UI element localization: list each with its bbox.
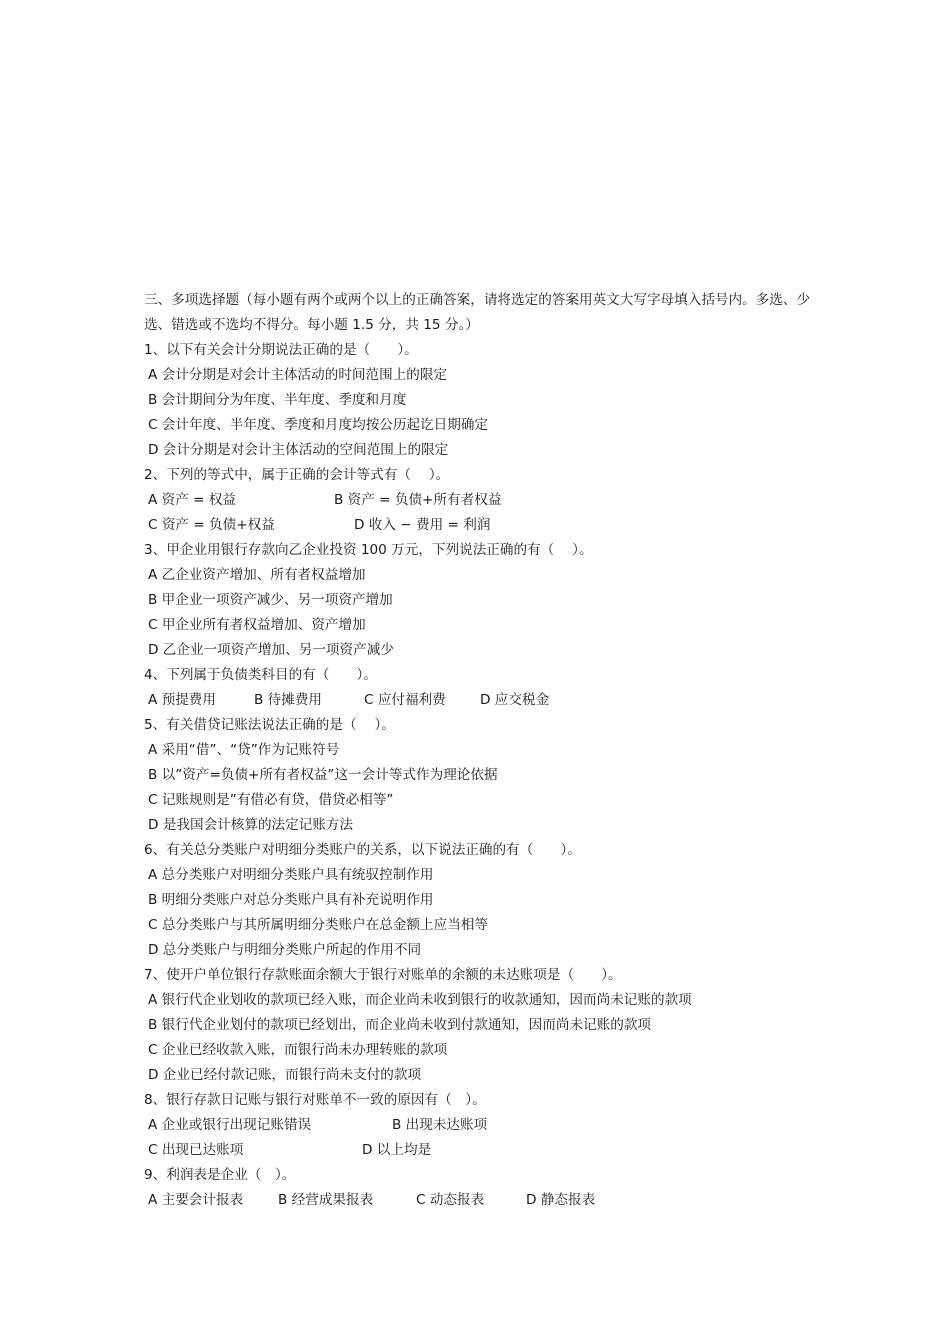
option: B 以”资产=负债+所有者权益”这一会计等式作为理论依据	[148, 767, 498, 783]
option: C 出现已达账项	[148, 1142, 244, 1158]
option: C 资产 = 负债+权益	[148, 517, 275, 533]
option: B 出现未达账项	[392, 1117, 488, 1133]
question-stem: 2、下列的等式中，属于正确的会计等式有（ ）。	[144, 467, 450, 483]
option: B 待摊费用	[254, 692, 323, 708]
option-row	[144, 1113, 814, 1138]
question-stem: 8、银行存款日记账与银行对账单不一致的原因有（ ）。	[144, 1092, 486, 1108]
question-stem: 5、有关借贷记账法说法正确的是（ ）。	[144, 717, 395, 733]
option: D 会计分期是对会计主体活动的空间范围上的限定	[148, 442, 449, 458]
option: A 银行代企业划收的款项已经入账，而企业尚未收到银行的收款通知，因而尚未记账的款项	[148, 992, 692, 1008]
section-intro: 三、多项选择题（每小题有两个或两个以上的正确答案，请将选定的答案用英文大写字母填入括号内。多选、少选、错选或不选均不得分。每小题 1.5 分，共 15 分。）	[144, 292, 811, 333]
option: B 经营成果报表	[278, 1192, 374, 1208]
option: C 总分类账户与其所属明细分类账户在总金额上应当相等	[148, 917, 489, 933]
exam-section	[144, 288, 814, 1213]
option: A 采用“借”、“贷”作为记账符号	[148, 742, 340, 758]
option: A 资产 = 权益	[148, 492, 237, 508]
option: B 明细分类账户对总分类账户具有补充说明作用	[148, 892, 434, 908]
question-stem: 1、以下有关会计分期说法正确的是（ ）。	[144, 342, 418, 358]
question-stem: 7、使开户单位银行存款账面余额大于银行对账单的余额的未达账项是（ ）。	[144, 967, 622, 983]
option: A 乙企业资产增加、所有者权益增加	[148, 567, 366, 583]
question-stem: 6、有关总分类账户对明细分类账户的关系，以下说法正确的有（ ）。	[144, 842, 581, 858]
question-stem: 9、利润表是企业（ ）。	[144, 1167, 296, 1183]
option: C 企业已经收款入账，而银行尚未办理转账的款项	[148, 1042, 448, 1058]
option: D 以上均是	[362, 1142, 432, 1158]
option-row	[144, 1188, 814, 1213]
option-row	[144, 513, 814, 538]
option: A 总分类账户对明细分类账户具有统驭控制作用	[148, 867, 434, 883]
option: A 企业或银行出现记账错误	[148, 1117, 312, 1133]
question-stem: 4、下列属于负债类科目的有（ ）。	[144, 667, 377, 683]
option-row	[144, 688, 814, 713]
option: B 会计期间分为年度、半年度、季度和月度	[148, 392, 407, 408]
option: D 企业已经付款记账，而银行尚未支付的款项	[148, 1067, 422, 1083]
option: C 动态报表	[416, 1192, 485, 1208]
option: D 静态报表	[526, 1192, 596, 1208]
option: B 甲企业一项资产减少、另一项资产增加	[148, 592, 393, 608]
option: D 是我国会计核算的法定记账方法	[148, 817, 354, 833]
option: A 预提费用	[148, 692, 216, 708]
option: D 应交税金	[480, 692, 550, 708]
option-row	[144, 1138, 814, 1163]
option-row	[144, 488, 814, 513]
option: D 乙企业一项资产增加、另一项资产减少	[148, 642, 394, 658]
option: C 甲企业所有者权益增加、资产增加	[148, 617, 366, 633]
option: A 主要会计报表	[148, 1192, 244, 1208]
option: A 会计分期是对会计主体活动的时间范围上的限定	[148, 367, 448, 383]
option: C 记账规则是”有借必有贷，借贷必相等”	[148, 792, 394, 808]
option: D 收入 − 费用 = 利润	[354, 517, 491, 533]
option: B 资产 = 负债+所有者权益	[334, 492, 502, 508]
question-stem: 3、甲企业用银行存款向乙企业投资 100 万元，下列说法正确的有（ ）。	[144, 542, 593, 558]
option: D 总分类账户与明细分类账户所起的作用不同	[148, 942, 422, 958]
option: C 应付福利费	[364, 692, 446, 708]
option: C 会计年度、半年度、季度和月度均按公历起讫日期确定	[148, 417, 489, 433]
option: B 银行代企业划付的款项已经划出，而企业尚未收到付款通知，因而尚未记账的款项	[148, 1017, 652, 1033]
